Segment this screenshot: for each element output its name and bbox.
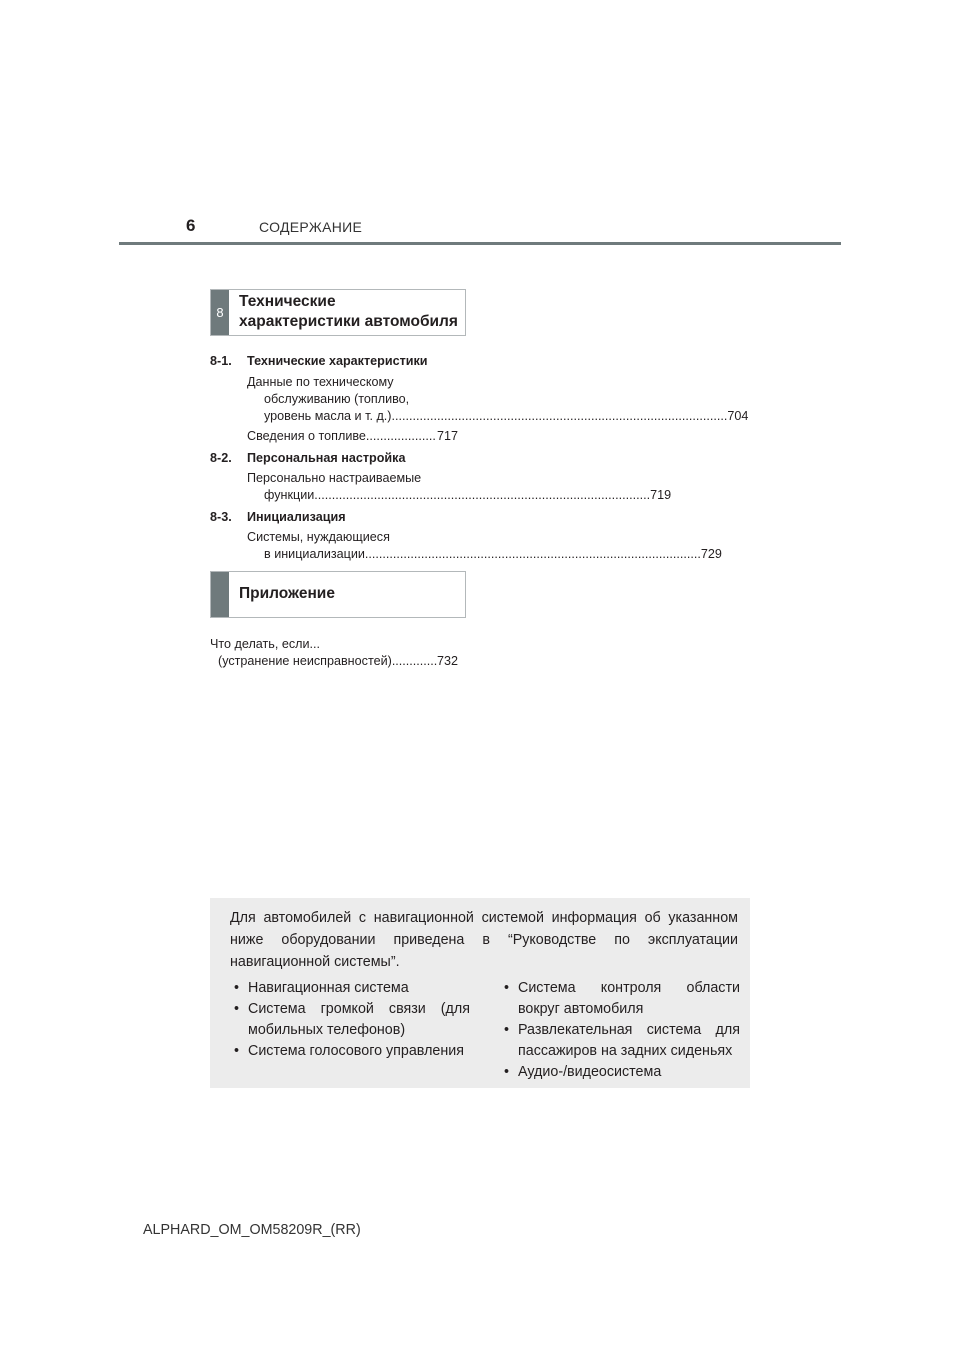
toc-entry-leader bbox=[247, 487, 672, 504]
toc-entry-troubleshooting[interactable] bbox=[210, 636, 458, 670]
bullet-icon: • bbox=[234, 1001, 240, 1017]
toc-entry-fuel-info[interactable] bbox=[247, 428, 458, 445]
toc-entry-maintenance-data[interactable] bbox=[247, 374, 749, 425]
section-title-line1: Технические bbox=[239, 293, 336, 310]
toc-page-number: 732 bbox=[436, 654, 458, 668]
page-title: СОДЕРЖАНИЕ bbox=[259, 219, 363, 235]
document-code: ALPHARD_OM_OM58209R_(RR) bbox=[143, 1222, 361, 1238]
toc-entry-leader bbox=[247, 408, 749, 425]
toc-page-number: 717 bbox=[436, 429, 458, 443]
bullet-icon: • bbox=[234, 980, 240, 996]
list-item: • Навигационная система bbox=[234, 978, 470, 999]
toc-entry-line: Системы, нуждающиеся bbox=[247, 530, 390, 544]
toc-entry-custom-functions[interactable] bbox=[247, 470, 672, 504]
bullet-icon: • bbox=[504, 1022, 510, 1038]
toc-group-title: Инициализация bbox=[247, 510, 346, 524]
toc-entry-line: обслуживанию (топливо, bbox=[264, 392, 410, 406]
list-item: • Система голосового управления bbox=[234, 1041, 474, 1062]
toc-group-number: 8-1. bbox=[210, 354, 232, 368]
toc-entry-initialization[interactable] bbox=[247, 529, 722, 563]
toc-group-number: 8-2. bbox=[210, 451, 232, 465]
appendix-header bbox=[210, 571, 466, 618]
toc-page-number: 729 bbox=[700, 547, 722, 561]
section-8-header bbox=[210, 289, 466, 336]
toc-page-number: 704 bbox=[727, 409, 749, 423]
notice-text: Для автомобилей с навигационной системой информация об указанном ниже оборудовании приведена в “Руководстве по эксплуатации навигационной системы”. bbox=[230, 910, 738, 970]
bullet-icon: • bbox=[504, 1064, 510, 1080]
toc-page-number: 719 bbox=[650, 488, 672, 502]
page-number: 6 bbox=[186, 216, 196, 235]
appendix-title: Приложение bbox=[239, 585, 335, 602]
leader-dots bbox=[392, 409, 728, 423]
header-divider bbox=[119, 242, 841, 245]
toc-group-title: Персональная настройка bbox=[247, 451, 406, 465]
toc-entry-text: уровень масла и т. д.) bbox=[264, 409, 392, 423]
toc-entry-text: Сведения о топливе bbox=[247, 429, 366, 443]
toc-entry-leader bbox=[247, 546, 722, 563]
bullet-icon: • bbox=[504, 980, 510, 996]
toc-group-8-3[interactable] bbox=[210, 509, 346, 526]
toc-entry-line: Персонально настраиваемые bbox=[247, 471, 422, 485]
list-item: • Развлекательная система для пассажиров на задних сиденьях bbox=[504, 1022, 740, 1059]
toc-group-8-1[interactable] bbox=[210, 353, 428, 370]
list-item: • Система контроля области вокруг автомобиля bbox=[504, 980, 740, 1017]
section-tab bbox=[211, 572, 229, 617]
toc-group-number: 8-3. bbox=[210, 510, 232, 524]
toc-entry-text: функции bbox=[264, 488, 315, 502]
section-tab: 8 bbox=[211, 290, 229, 335]
list-item: • Система громкой связи (для мобильных телефонов) bbox=[234, 1001, 470, 1038]
bullet-icon: • bbox=[234, 1043, 240, 1059]
toc-entry-leader bbox=[210, 653, 458, 670]
leader-dots bbox=[365, 547, 701, 561]
toc-entry-leader bbox=[247, 428, 458, 445]
leader-dots bbox=[392, 653, 437, 670]
section-title-line2: характеристики автомобиля bbox=[239, 313, 458, 330]
leader-dots bbox=[314, 488, 650, 502]
toc-entry-text: в инициализации bbox=[264, 547, 365, 561]
toc-group-title: Технические характеристики bbox=[247, 354, 428, 368]
toc-group-8-2[interactable] bbox=[210, 450, 405, 467]
navigation-notice-box bbox=[210, 898, 750, 1088]
toc-entry-text: (устранение неисправностей) bbox=[218, 654, 392, 668]
toc-entry-line: Что делать, если... bbox=[210, 637, 321, 651]
list-item: • Аудио-/видеосистема bbox=[504, 1062, 740, 1083]
toc-entry-line: Данные по техническому bbox=[247, 375, 394, 389]
leader-dots bbox=[366, 428, 437, 445]
section-title bbox=[239, 292, 461, 332]
